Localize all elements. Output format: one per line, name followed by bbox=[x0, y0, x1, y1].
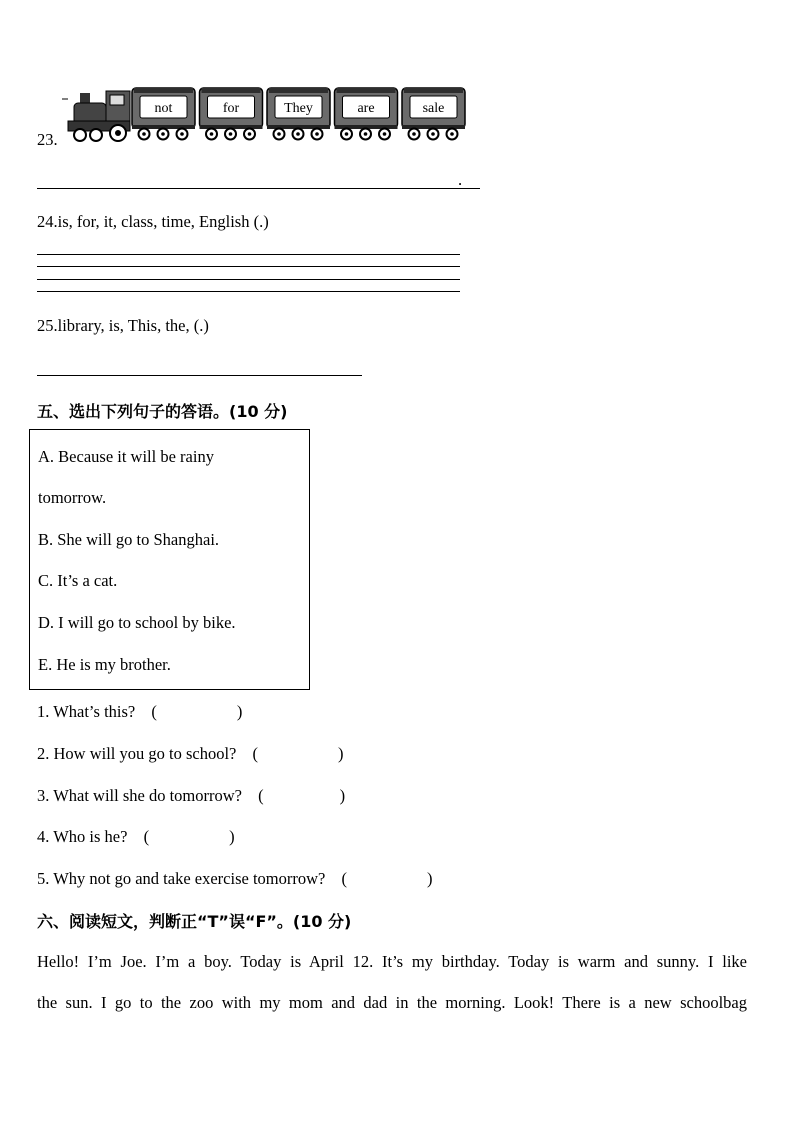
q25-prompt: 25.library, is, This, the, (.) bbox=[37, 316, 209, 335]
option-d: D. I will go to school by bike. bbox=[38, 613, 236, 632]
question-3-text: 3. What will she do tomorrow? bbox=[37, 786, 242, 805]
train-car-1 bbox=[132, 88, 195, 140]
q23-answer-line bbox=[37, 188, 480, 189]
train-svg bbox=[62, 85, 470, 145]
question-2-text: 2. How will you go to school? bbox=[37, 744, 237, 763]
question-3-answer-blank[interactable]: ( ) bbox=[258, 786, 346, 805]
options-box bbox=[29, 429, 310, 690]
question-5-text: 5. Why not go and take exercise tomorrow? bbox=[37, 869, 326, 888]
section6-title: 六、阅读短文，判断正“T”误“F”。(10 分) bbox=[37, 912, 352, 931]
q25-answer-line bbox=[37, 375, 362, 376]
train-car-word-2: for bbox=[222, 101, 240, 116]
option-b: B. She will go to Shanghai. bbox=[38, 530, 220, 549]
train-illustration bbox=[62, 85, 470, 145]
train-car-word-4: are bbox=[357, 101, 375, 116]
train-car-5 bbox=[402, 88, 465, 140]
question-3 bbox=[37, 786, 345, 806]
question-1 bbox=[37, 702, 242, 722]
train-car-word-3: They bbox=[284, 101, 313, 116]
question-4-text: 4. Who is he? bbox=[37, 827, 128, 846]
train-car-word-5: sale bbox=[422, 101, 445, 116]
locomotive-icon bbox=[62, 91, 130, 141]
q23-end-mark: . bbox=[458, 170, 463, 189]
train-car-4 bbox=[335, 88, 398, 140]
question-1-answer-blank[interactable]: ( ) bbox=[151, 702, 243, 721]
section5-title: 五、选出下列句子的答语。(10 分) bbox=[37, 402, 288, 421]
q24-answer-line-2 bbox=[37, 266, 460, 267]
question-5 bbox=[37, 869, 432, 889]
option-a: A. Because it will be rainy bbox=[38, 447, 214, 466]
question-2 bbox=[37, 744, 344, 764]
option-c: C. It’s a cat. bbox=[38, 571, 118, 590]
question-5-answer-blank[interactable]: ( ) bbox=[341, 869, 433, 888]
question-1-text: 1. What’s this? bbox=[37, 702, 136, 721]
question-4 bbox=[37, 827, 235, 847]
q24-answer-line-1 bbox=[37, 254, 460, 255]
passage-line-2: the sun. I go to the zoo with my mom and dad in the morning. Look! There is a new schoolbag bbox=[37, 993, 747, 1012]
q24-prompt: 24.is, for, it, class, time, English (.) bbox=[37, 212, 269, 231]
train-car-2 bbox=[200, 88, 263, 140]
train-car-3 bbox=[267, 88, 330, 140]
train-car-word-1: not bbox=[154, 101, 173, 116]
q24-answer-line-3 bbox=[37, 279, 460, 280]
question-2-answer-blank[interactable]: ( ) bbox=[252, 744, 344, 763]
option-a-cont: tomorrow. bbox=[38, 488, 107, 507]
option-e: E. He is my brother. bbox=[38, 655, 171, 674]
q24-answer-line-4 bbox=[37, 291, 460, 292]
q23-number: 23. bbox=[37, 130, 58, 149]
question-4-answer-blank[interactable]: ( ) bbox=[143, 827, 235, 846]
passage-line-1: Hello! I’m Joe. I’m a boy. Today is April 12. It’s my birthday. Today is warm and sunny. I like bbox=[37, 952, 747, 971]
